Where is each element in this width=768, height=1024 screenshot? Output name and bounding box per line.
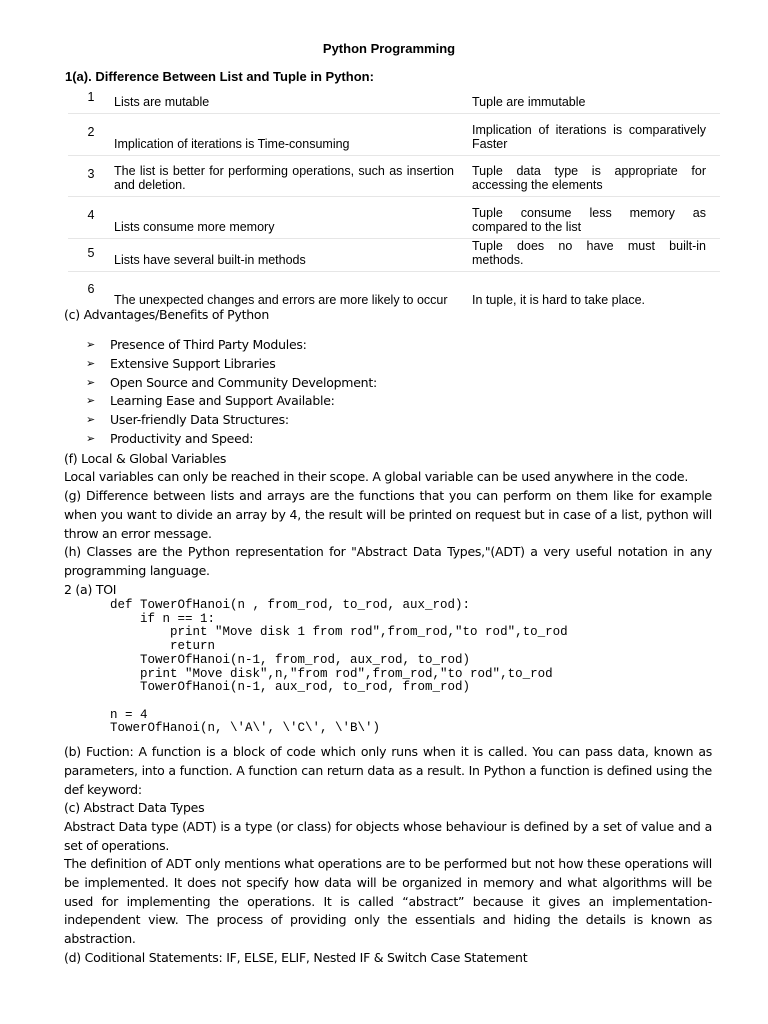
list-cell: The list is better for performing operations, such as insertion and deletion. [114, 155, 472, 196]
row-number: 1 [68, 86, 114, 113]
list-item: ➢ Extensive Support Libraries [86, 355, 377, 374]
tower-of-hanoi-code: def TowerOfHanoi(n , from_rod, to_rod, aux_rod): if n == 1: print "Move disk 1 from rod",from_rod,"to rod",to_rod return TowerOfHanoi(n-1, from_rod, aux_rod, to_rod) print "Move disk",n,"from rod",from_rod,"to rod",to_rod TowerOfHanoi(n-1, aux_rod, to_rod, from_rod) n = 4 TowerOfHanoi(n, \'A\', \'C\', \'B\') [110, 598, 568, 736]
list-item: ➢ Open Source and Community Development: [86, 374, 377, 393]
section-c-adt-heading: (c) Abstract Data Types [64, 800, 205, 815]
arrow-bullet-icon: ➢ [86, 338, 95, 351]
tuple-cell: Tuple does no have must built-in methods. [472, 238, 720, 271]
adt-paragraph-1: Abstract Data type (ADT) is a type (or class) for objects whose behaviour is defined by a set of value and a set of operations. [64, 819, 712, 853]
arrow-bullet-icon: ➢ [86, 394, 95, 408]
list-item: ➢ User-friendly Data Structures: [86, 411, 377, 430]
row-number: 5 [68, 238, 114, 271]
list-cell: Lists consume more memory [114, 196, 472, 238]
section-d-heading: (d) Coditional Statements: IF, ELSE, ELIF, Nested IF & Switch Case Statement [64, 950, 528, 965]
section-b-text: (b) Fuction: A function is a block of code which only runs when it is called. You can pass data, known as parameters, into a function. A function can return data as a result. In Python a function is defined using the def keyword: [64, 744, 712, 797]
list-cell: The unexpected changes and errors are more likely to occur [114, 293, 448, 307]
section-g-text: (g) Difference between lists and arrays are the functions that you can perform on them like for example when you want to divide an array by 4, the result will be printed on request but in case of a list, python will throw an error message. [64, 488, 712, 541]
tuple-cell: In tuple, it is hard to take place. [472, 293, 646, 307]
table-row [68, 271, 720, 311]
table-row [68, 113, 720, 155]
section-f-heading: (f) Local & Global Variables [64, 451, 227, 466]
adt-paragraph-2: The definition of ADT only mentions what operations are to be performed but not how these operations will be implemented. It does not specify how data will be organized in memory and what algorithms will be used for implementing the operations. It is called “abstract” because it gives an implementation-independent view. The process of providing only the essentials and hiding the details is known as abstraction. [64, 856, 712, 947]
table-row [68, 238, 720, 271]
table-row [68, 86, 720, 113]
section-h-text: (h) Classes are the Python representation for "Abstract Data Types,"(ADT) a very useful notation in any programming language. [64, 544, 712, 578]
table-row [68, 155, 720, 196]
tuple-cell: Tuple are immutable [472, 86, 720, 113]
row-number: 6 [87, 282, 95, 297]
tuple-cell: Tuple consume less memory as compared to the list [472, 196, 720, 238]
list-item: ➢ Productivity and Speed: [86, 430, 377, 449]
list-cell: Implication of iterations is Time-consuming [114, 113, 472, 155]
arrow-bullet-icon: ➢ [86, 431, 95, 445]
section-2a-heading: 2 (a) TOI [64, 582, 117, 597]
list-cell: Lists are mutable [114, 86, 472, 113]
row-number: 3 [68, 155, 114, 196]
tuple-cell: Tuple data type is appropriate for accessing the elements [472, 155, 720, 196]
section-1a-heading: 1(a). Difference Between List and Tuple in Python: [65, 69, 374, 84]
list-item: ➢ Presence of Third Party Modules: [86, 336, 377, 355]
page-title: Python Programming [322, 41, 456, 56]
section-f-text: Local variables can only be reached in their scope. A global variable can be used anywhere in the code. [64, 469, 689, 484]
table-row [68, 196, 720, 238]
row-number: 2 [68, 113, 114, 155]
arrow-bullet-icon: ➢ [86, 413, 95, 427]
tuple-cell: Implication of iterations is comparatively Faster [472, 113, 720, 155]
section-c-heading: (c) Advantages/Benefits of Python [64, 307, 269, 322]
list-cell: Lists have several built-in methods [114, 238, 472, 271]
list-tuple-comparison-table [68, 86, 720, 311]
advantages-list [86, 336, 377, 449]
arrow-bullet-icon: ➢ [86, 356, 95, 370]
arrow-bullet-icon: ➢ [86, 375, 95, 389]
row-number: 4 [68, 196, 114, 238]
list-item: ➢ Learning Ease and Support Available: [86, 392, 377, 411]
